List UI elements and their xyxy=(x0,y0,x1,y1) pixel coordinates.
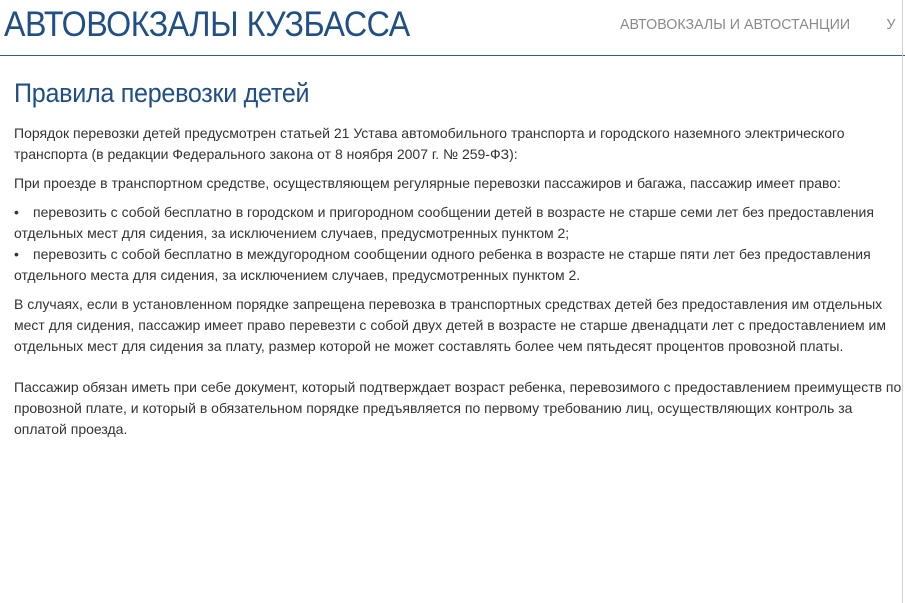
nav-item-bus-stations[interactable]: АВТОВОКЗАЛЫ И АВТОСТАНЦИИ xyxy=(620,16,851,33)
restriction-paragraph: В случаях, если в установленном порядке запрещена перевозка в транспортных средствах детей без предоставления им отдельных мест для сидения, пассажир имеет право перевезти с собой двух детей в возрасте не старше двенадцати лет с предоставлением им отдельных мест для сидения за плату, размер которой не может составлять более чем пятьдесят процентов провозной платы. xyxy=(14,296,886,354)
scrollbar-edge xyxy=(902,0,903,603)
page-title: Правила перевозки детей xyxy=(14,78,310,108)
site-header xyxy=(0,0,905,56)
rights-intro-paragraph: При проезде в транспортном средстве, осуществляющем регулярные перевозки пассажиров и багажа, пассажир имеет право: xyxy=(14,175,841,191)
list-item-text: перевозить с собой бесплатно в междугородном сообщении одного ребенка в возрасте не старше пяти лет без предоставления отдельного места для сидения, за исключением случаев, предусмотренных пунктом 2. xyxy=(14,246,871,283)
bullet-icon: • xyxy=(14,204,19,220)
intro-paragraph: Порядок перевозки детей предусмотрен статьей 21 Устава автомобильного транспорта и городского наземного электрического транспорта (в редакции Федерального закона от 8 ноября 2007 г. № 259-ФЗ): xyxy=(14,125,845,162)
top-nav xyxy=(620,16,905,33)
list-item xyxy=(14,202,902,244)
document-note-paragraph: Пассажир обязан иметь при себе документ, который подтверждает возраст ребенка, перевозимого с предоставлением преимуществ по провозной плате, и который в обязательном порядке предъявляется по первому требованию лиц, осуществляющих контроль за оплатой проезда. xyxy=(14,379,902,437)
nav-item-next[interactable]: У xyxy=(886,16,896,33)
list-item-text: перевозить с собой бесплатно в городском и пригородном сообщении детей в возрасте не старше семи лет без предоставления отдельных мест для сидения, за исключением случаев, предусмотренных пунктом 2; xyxy=(14,204,874,241)
spacer xyxy=(14,365,902,377)
list-item xyxy=(14,244,902,286)
bullet-icon: • xyxy=(14,246,19,262)
site-logo-title[interactable]: АВТОВОКЗАЛЫ КУЗБАССА xyxy=(4,5,410,44)
rights-list xyxy=(14,202,902,286)
main-content xyxy=(14,78,902,448)
